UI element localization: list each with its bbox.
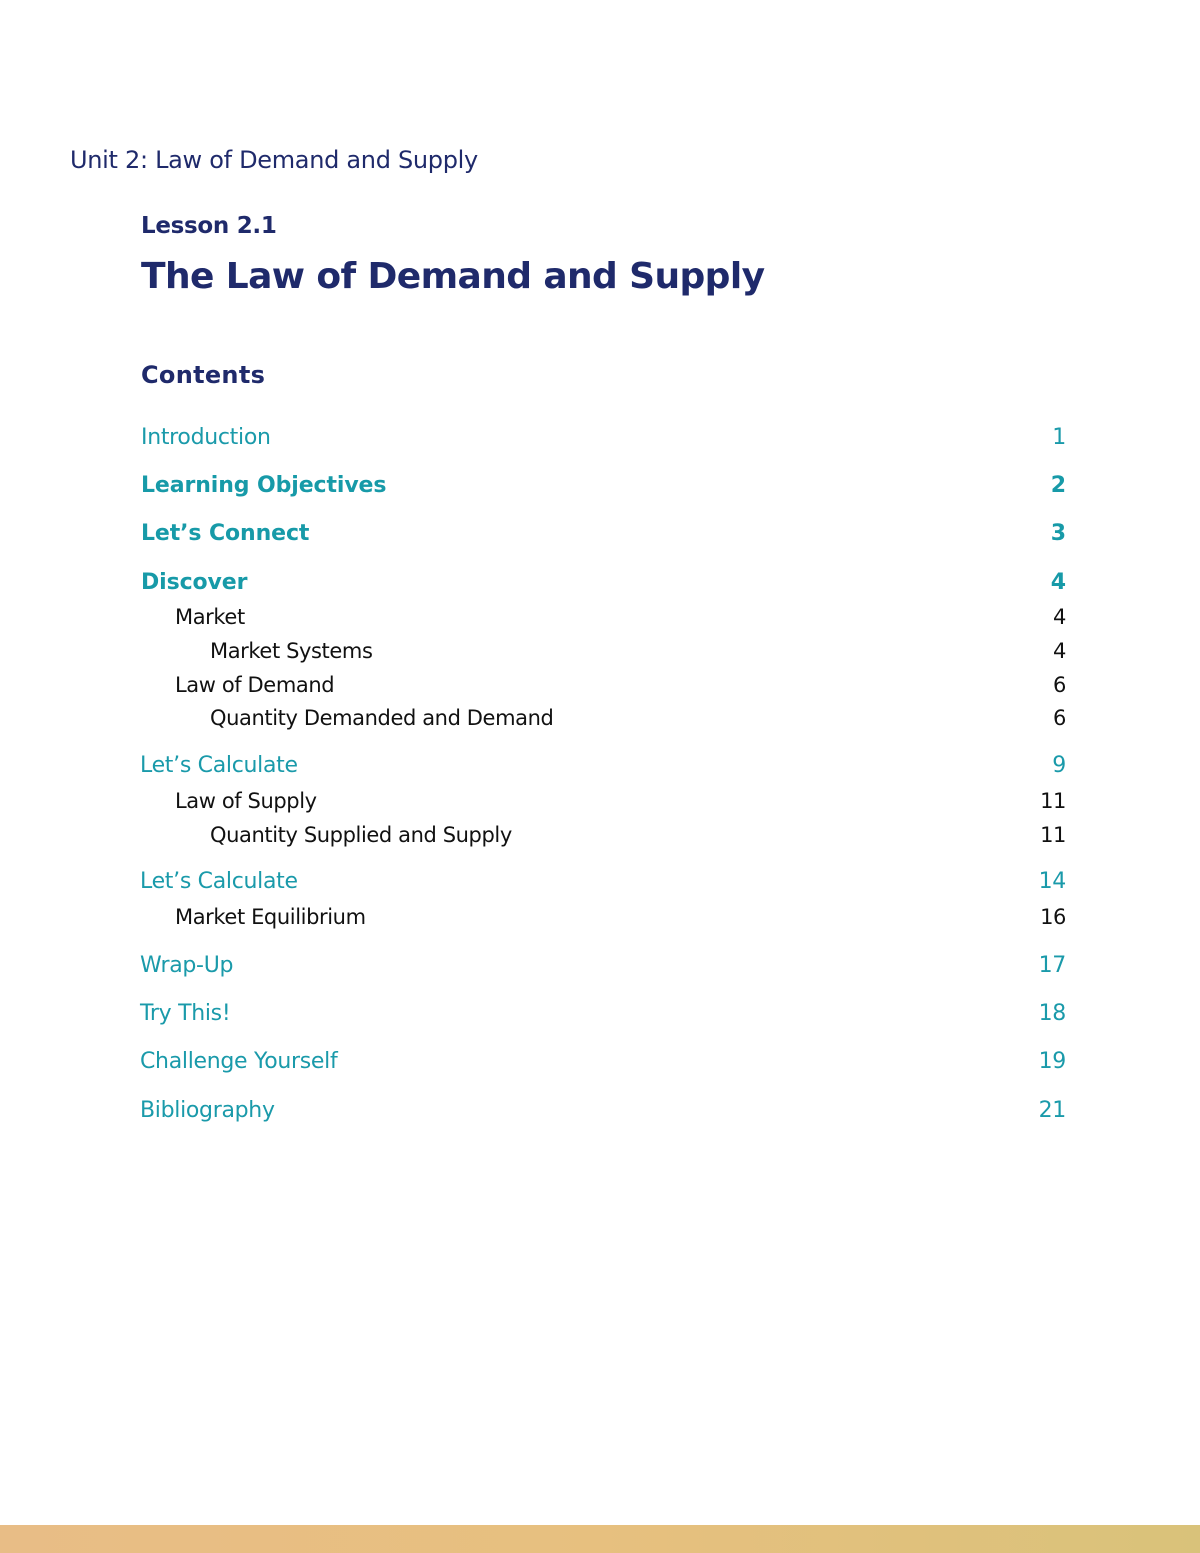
lesson-title: The Law of Demand and Supply (141, 256, 765, 297)
toc-entry-introduction[interactable] (141, 425, 1066, 450)
unit-title: Unit 2: Law of Demand and Supply (70, 146, 478, 174)
toc-entry-label: Challenge Yourself (140, 1049, 338, 1074)
toc-entry-market-systems[interactable] (210, 639, 1066, 663)
toc-entry-label: Market Systems (210, 639, 373, 663)
toc-entry-label: Introduction (141, 425, 271, 450)
toc-entry-page: 21 (1038, 1098, 1066, 1123)
toc-entry-label: Quantity Demanded and Demand (210, 706, 554, 730)
toc-entry-label: Market (175, 605, 245, 629)
toc-entry-label: Try This! (140, 1001, 231, 1026)
toc-entry-page: 6 (1053, 706, 1066, 730)
toc-entry-wrap-up[interactable] (140, 953, 1066, 978)
toc-entry-page: 4 (1053, 639, 1066, 663)
toc-entry-quantity-demanded[interactable] (210, 706, 1066, 730)
toc-entry-lets-connect[interactable] (141, 521, 1066, 546)
toc-entry-page: 4 (1050, 570, 1066, 595)
toc-entry-law-of-supply[interactable] (175, 789, 1066, 813)
toc-entry-page: 19 (1038, 1049, 1066, 1074)
toc-entry-page: 14 (1038, 869, 1066, 894)
toc-entry-bibliography[interactable] (140, 1098, 1066, 1123)
toc-entry-page: 9 (1052, 753, 1066, 778)
toc-entry-page: 11 (1040, 823, 1066, 847)
toc-entry-label: Law of Supply (175, 789, 317, 813)
toc-entry-discover[interactable] (141, 570, 1066, 595)
toc-entry-learning-objectives[interactable] (141, 473, 1066, 498)
toc-entry-page: 3 (1050, 521, 1066, 546)
toc-entry-page: 4 (1053, 605, 1066, 629)
toc-entry-page: 11 (1040, 789, 1066, 813)
toc-entry-label: Let’s Connect (141, 521, 310, 546)
toc-entry-page: 16 (1040, 905, 1066, 929)
toc-entry-challenge-yourself[interactable] (140, 1049, 1066, 1074)
toc-entry-lets-calculate-2[interactable] (140, 869, 1066, 894)
toc-entry-try-this[interactable] (140, 1001, 1066, 1026)
toc-entry-label: Quantity Supplied and Supply (210, 823, 512, 847)
toc-entry-label: Let’s Calculate (140, 753, 298, 778)
lesson-label: Lesson 2.1 (141, 213, 277, 239)
toc-entry-label: Discover (141, 570, 248, 595)
toc-entry-page: 6 (1053, 673, 1066, 697)
contents-heading: Contents (141, 361, 266, 389)
toc-entry-label: Wrap-Up (140, 953, 234, 978)
toc-entry-label: Bibliography (140, 1098, 275, 1123)
toc-entry-page: 1 (1052, 425, 1066, 450)
toc-entry-label: Learning Objectives (141, 473, 387, 498)
toc-entry-market[interactable] (175, 605, 1066, 629)
toc-entry-lets-calculate-1[interactable] (140, 753, 1066, 778)
toc-entry-label: Let’s Calculate (140, 869, 298, 894)
bottom-decorative-bar (0, 1525, 1200, 1553)
toc-entry-market-equilibrium[interactable] (175, 905, 1066, 929)
toc-entry-page: 18 (1038, 1001, 1066, 1026)
toc-entry-page: 2 (1050, 473, 1066, 498)
toc-entry-label: Market Equilibrium (175, 905, 366, 929)
toc-entry-quantity-supplied[interactable] (210, 823, 1066, 847)
toc-entry-page: 17 (1038, 953, 1066, 978)
toc-entry-label: Law of Demand (175, 673, 335, 697)
toc-entry-law-of-demand[interactable] (175, 673, 1066, 697)
